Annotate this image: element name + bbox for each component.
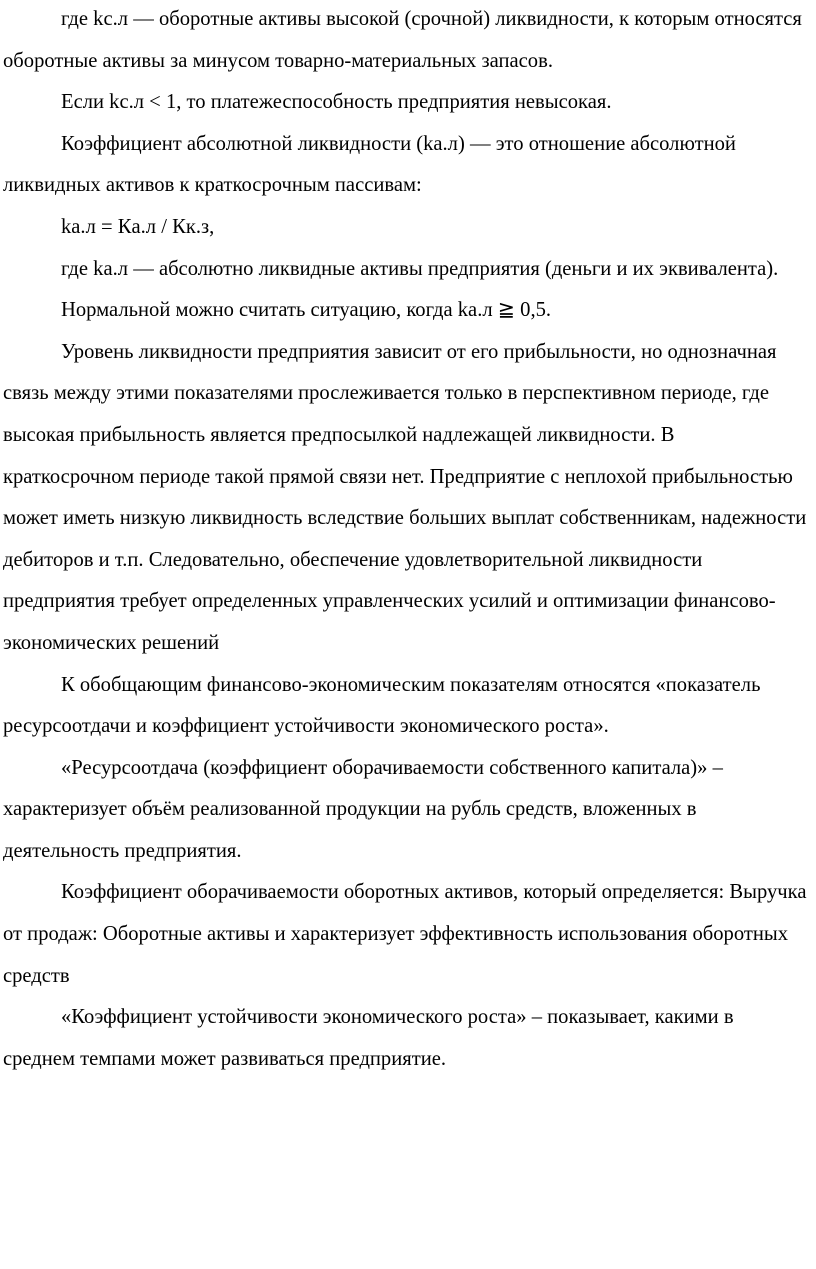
paragraph-resource-return: «Ресурсоотдача (коэффициент оборачиваемости собственного капитала)» – характеризует объём реализованной продукции на рубль средств, вложенных в деятельность предприятия. [3,756,723,862]
paragraph-generalizing-indicators: К обобщающим финансово-экономическим показателям относятся «показатель ресурсоотдачи и коэффициент устойчивости экономического роста». [3,673,761,738]
paragraph-current-assets-turnover: Коэффициент оборачиваемости оборотных активов, который определяется: Выручка от продаж: Оборотные активы и характеризует эффективность использования оборотных средств [3,881,807,987]
paragraph-growth-stability: «Коэффициент устойчивости экономического роста» – показывает, какими в среднем темпами может развиваться предприятие. [3,1006,734,1070]
paragraph-absolute-liquid-assets: где kа.л — абсолютно ликвидные активы предприятия (деньги и их эквивалента). [61,257,779,280]
formula-absolute-liquidity: kа.л = Кa.л / Кк.з, [61,215,215,238]
paragraph-solvency-condition: Если kс.л < 1, то платежеспособность предприятия невысокая. [61,91,612,114]
paragraph-liquidity-profitability: Уровень ликвидности предприятия зависит от его прибыльности, но однозначная связь между этими показателями прослеживается только в перспективном периоде, где высокая прибыльность является предпосылкой надлежащей ликвидности. В краткосрочном периоде такой прямой связи нет. Предприятие с неплохой прибыльностью может иметь низкую ликвидность вследствие больших выплат собственникам, надежности дебиторов и т.п. Следовательно, обеспечение удовлетворительной ликвидности предприятия требует определенных управленческих усилий и оптимизации финансово-экономических решений [3,340,807,654]
paragraph-normal-situation: Нормальной можно считать ситуацию, когда kа.л ≧ 0,5. [61,299,552,322]
paragraph-current-liquidity-definition: где kс.л — оборотные активы высокой (срочной) ликвидности, к которым относятся оборотные активы за минусом товарно-материальных запасов. [3,8,802,72]
paragraph-absolute-liquidity-definition: Коэффициент абсолютной ликвидности (kа.л) — это отношение абсолютной ликвидных активов к краткосрочным пассивам: [3,132,736,197]
